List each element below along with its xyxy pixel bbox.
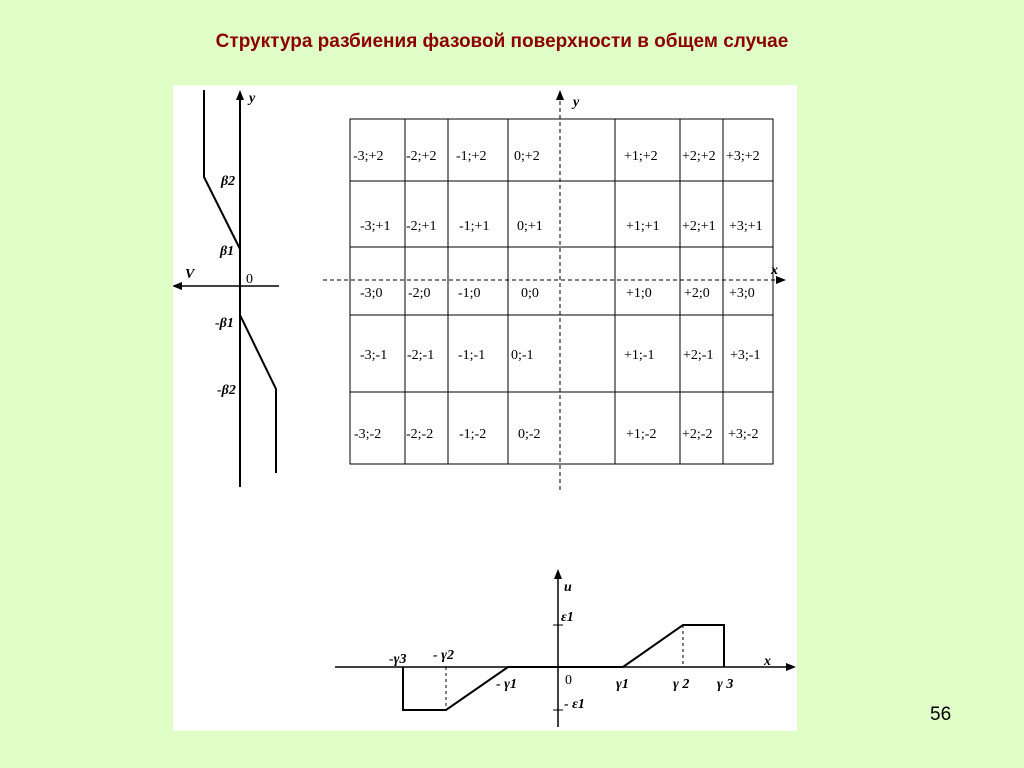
grid-cell: +3;0 (729, 286, 755, 301)
beta1-label: β1 (220, 244, 235, 259)
grid-cell: -1;+2 (456, 149, 487, 164)
slide-title: Структура разбиения фазовой поверхности в общем случае (215, 31, 789, 52)
left-origin-label: 0 (246, 272, 253, 287)
grid-cell: -2;+1 (406, 219, 437, 234)
control-diagram (335, 574, 791, 727)
grid-cell: 0;0 (521, 286, 539, 301)
grid-cell: -2;+2 (406, 149, 437, 164)
grid-cell: 0;-1 (511, 348, 534, 363)
grid-cell: 0;-2 (518, 427, 541, 442)
grid-cell: 0;+1 (517, 219, 543, 234)
grid-cell: -3;0 (360, 286, 383, 301)
grid-cell: +2;+2 (682, 149, 716, 164)
minus-epsilon1-label: - ε1 (564, 697, 585, 712)
grid-cell: +2;0 (684, 286, 710, 301)
minus-gamma1-label: - γ1 (496, 677, 517, 692)
grid-cell: +2;-2 (682, 427, 713, 442)
grid-cell: -3;+1 (360, 219, 391, 234)
left-axis-v-label: V (185, 267, 195, 282)
grid-cell: -1;-1 (458, 348, 486, 363)
grid-cell: -3;-1 (360, 348, 388, 363)
minus-gamma2-label: - γ2 (433, 648, 454, 663)
grid-cell: +2;-1 (683, 348, 714, 363)
grid-cell: +3;+2 (726, 149, 760, 164)
grid-cell: -3;+2 (353, 149, 384, 164)
grid-cell: +3;+1 (729, 219, 763, 234)
gamma1-label: γ1 (616, 677, 629, 692)
grid-cell: -2;-1 (407, 348, 435, 363)
grid-cell: +1;-1 (624, 348, 655, 363)
grid-axis-x-label: x (771, 263, 778, 278)
grid-cell: -1;0 (458, 286, 481, 301)
beta2-label: β2 (221, 174, 236, 189)
partition-grid (323, 95, 781, 490)
epsilon1-label: ε1 (561, 610, 574, 625)
grid-cell: +2;+1 (682, 219, 716, 234)
minus-gamma3-label: -γ3 (389, 652, 407, 667)
grid-cell: +1;-2 (626, 427, 657, 442)
slide-number: 56 (930, 704, 952, 725)
grid-cell: +3;-1 (730, 348, 761, 363)
bottom-origin-label: 0 (565, 673, 572, 688)
left-axis-y-label: y (249, 91, 256, 106)
grid-cell: -3;-2 (354, 427, 382, 442)
grid-cell: +3;-2 (728, 427, 759, 442)
grid-cell: -2;0 (408, 286, 431, 301)
bottom-axis-x-label: x (764, 654, 771, 669)
minus-beta1-label: -β1 (215, 316, 234, 331)
grid-cell: +1;+1 (626, 219, 660, 234)
gamma2-label: γ 2 (673, 677, 690, 692)
phase-diagram (173, 85, 797, 731)
minus-beta2-label: -β2 (217, 383, 236, 398)
grid-cell: -2;-2 (406, 427, 434, 442)
left-diagram (177, 90, 279, 487)
bottom-axis-u-label: u (564, 580, 572, 595)
grid-vertical-lines (405, 119, 723, 464)
grid-cell: 0;+2 (514, 149, 540, 164)
grid-cell: -1;-2 (459, 427, 487, 442)
grid-axis-y-label: y (573, 95, 580, 110)
figure-panel (173, 85, 797, 731)
grid-cell: -1;+1 (459, 219, 490, 234)
grid-cell: +1;0 (626, 286, 652, 301)
gamma3-label: γ 3 (717, 677, 734, 692)
grid-cell: +1;+2 (624, 149, 658, 164)
